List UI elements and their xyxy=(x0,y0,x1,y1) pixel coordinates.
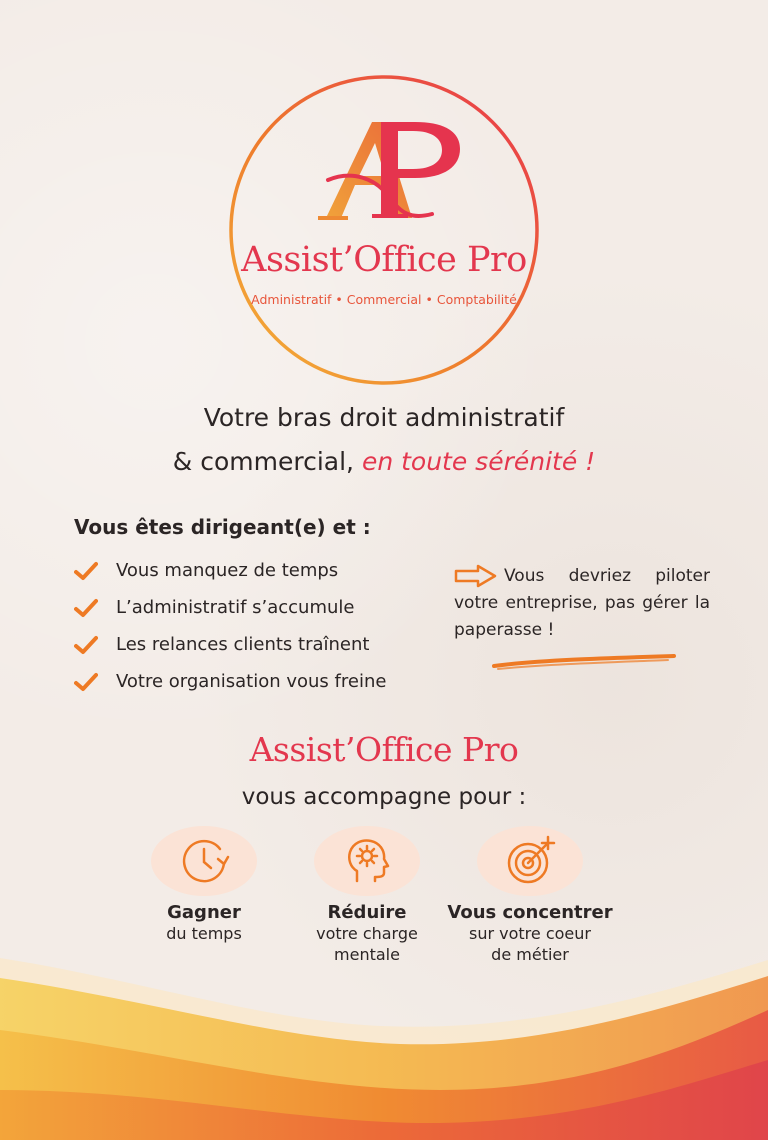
benefit-icon-circle xyxy=(151,826,257,896)
benefit-desc-line-1: votre charge xyxy=(316,924,418,943)
check-icon xyxy=(74,561,98,581)
benefit-desc-line-2: de métier xyxy=(491,945,569,964)
check-icon xyxy=(74,635,98,655)
logo-brand-name: Assist’Office Pro xyxy=(241,240,527,280)
headline-line-1: Votre bras droit administratif xyxy=(203,403,565,432)
logo-tagline: Administratif • Commercial • Comptabilité xyxy=(251,292,517,307)
section-subtitle: vous accompagne pour : xyxy=(241,784,527,810)
arrow-right-icon xyxy=(454,564,498,588)
target-icon xyxy=(504,835,556,887)
list-item-label: Votre organisation vous freine xyxy=(116,671,387,692)
list-item xyxy=(74,589,386,626)
list-item-label: Les relances clients traînent xyxy=(116,634,370,655)
check-icon xyxy=(74,672,98,692)
intro-heading: Vous êtes dirigeant(e) et : xyxy=(74,515,371,539)
headline-line-2-plain: & commercial, xyxy=(172,447,362,476)
benefit-title: Gagner xyxy=(167,902,241,923)
list-item-label: Vous manquez de temps xyxy=(116,560,339,581)
brush-underline xyxy=(490,650,680,674)
list-item-label: L’administratif s’accumule xyxy=(116,597,355,618)
ap-monogram-icon xyxy=(318,122,460,218)
callout xyxy=(454,563,710,644)
section-brand-name: Assist’Office Pro xyxy=(249,730,519,769)
benefit-desc-line-1: du temps xyxy=(166,924,242,943)
decorative-waves xyxy=(0,940,768,1140)
callout-text: Vous devriez piloter votre entreprise, pas gérer la paperasse ! xyxy=(454,566,710,640)
clock-icon xyxy=(178,835,230,887)
headline xyxy=(0,396,768,484)
list-item xyxy=(74,663,386,700)
headline-accent: en toute sérénité ! xyxy=(361,447,596,476)
benefit-desc-line-1: sur votre coeur xyxy=(469,924,591,943)
benefit-icon-circle xyxy=(477,826,583,896)
headline-line-2 xyxy=(0,440,768,484)
benefit-title: Réduire xyxy=(327,902,407,923)
benefit-icon-circle xyxy=(314,826,420,896)
head-gear-icon xyxy=(341,835,393,887)
check-icon xyxy=(74,598,98,618)
list-item xyxy=(74,552,386,589)
benefit-title: Vous concentrer xyxy=(447,902,613,923)
pain-points-list xyxy=(74,552,386,700)
list-item xyxy=(74,626,386,663)
benefit-desc-line-2: mentale xyxy=(334,945,400,964)
logo-emblem xyxy=(0,0,768,400)
